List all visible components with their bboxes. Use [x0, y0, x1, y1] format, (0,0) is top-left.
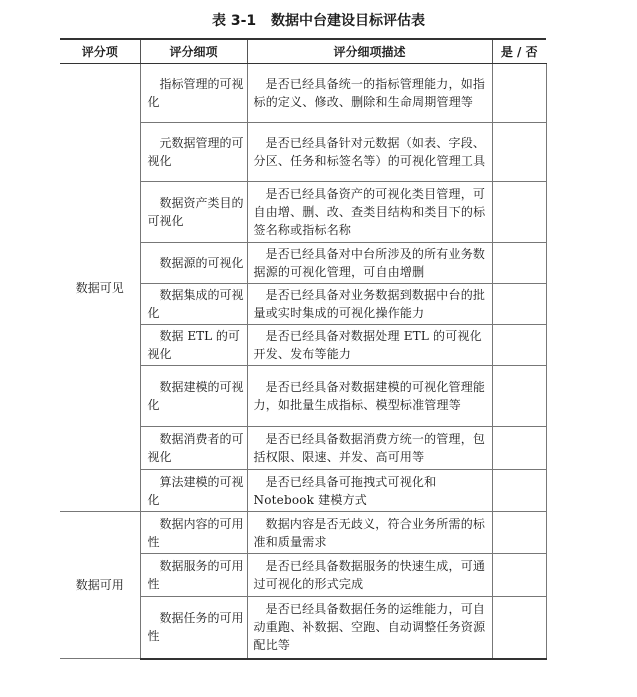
description-cell: 是否已经具备对业务数据到数据中台的批量或实时集成的可视化操作能力: [247, 284, 492, 325]
item-cell: 数据服务的可用性: [140, 554, 247, 597]
table-row: [60, 64, 546, 123]
description-cell: 是否已经具备对数据处理 ETL 的可视化开发、发布等能力: [247, 325, 492, 366]
description-cell: 是否已经具备针对元数据（如表、字段、分区、任务和标签名等）的可视化管理工具: [247, 123, 492, 182]
yes-no-cell: [492, 123, 546, 182]
table-title: 数据中台建设目标评估表: [271, 13, 426, 29]
yes-no-cell: [492, 366, 546, 427]
item-cell: 数据资产类目的可视化: [140, 182, 247, 243]
evaluation-table: [60, 38, 547, 660]
category-cell: 数据可用: [60, 512, 140, 659]
header-row: [60, 39, 546, 64]
yes-no-cell: [492, 597, 546, 659]
item-cell: 数据任务的可用性: [140, 597, 247, 659]
yes-no-cell: [492, 325, 546, 366]
yes-no-cell: [492, 512, 546, 554]
yes-no-cell: [492, 182, 546, 243]
table-caption: [0, 10, 637, 30]
description-cell: 是否已经具备可拖拽式可视化和 Notebook 建模方式: [247, 470, 492, 512]
description-cell: 是否已经具备数据任务的运维能力，可自动重跑、补数据、空跑、自动调整任务资源配比等: [247, 597, 492, 659]
description-cell: 是否已经具备对中台所涉及的所有业务数据源的可视化管理，可自由增删: [247, 243, 492, 284]
table-row: [60, 512, 546, 554]
header-category: 评分项: [60, 39, 140, 64]
description-cell: 数据内容是否无歧义，符合业务所需的标准和质量需求: [247, 512, 492, 554]
description-cell: 是否已经具备数据服务的快速生成，可通过可视化的形式完成: [247, 554, 492, 597]
yes-no-cell: [492, 470, 546, 512]
header-yes-no: 是 / 否: [492, 39, 546, 64]
item-cell: 数据源的可视化: [140, 243, 247, 284]
description-cell: 是否已经具备统一的指标管理能力，如指标的定义、修改、删除和生命周期管理等: [247, 64, 492, 123]
item-cell: 算法建模的可视化: [140, 470, 247, 512]
yes-no-cell: [492, 64, 546, 123]
description-cell: 是否已经具备数据消费方统一的管理，包括权限、限速、并发、高可用等: [247, 427, 492, 470]
item-cell: 数据集成的可视化: [140, 284, 247, 325]
header-item: 评分细项: [140, 39, 247, 64]
header-description: 评分细项描述: [247, 39, 492, 64]
description-cell: 是否已经具备对数据建模的可视化管理能力，如批量生成指标、模型标准管理等: [247, 366, 492, 427]
yes-no-cell: [492, 243, 546, 284]
description-cell: 是否已经具备资产的可视化类目管理，可自由增、删、改、查类目结构和类目下的标签名称或指标名称: [247, 182, 492, 243]
table-number: 表 3-1: [211, 13, 257, 29]
item-cell: 指标管理的可视化: [140, 64, 247, 123]
item-cell: 数据消费者的可视化: [140, 427, 247, 470]
item-cell: 元数据管理的可视化: [140, 123, 247, 182]
yes-no-cell: [492, 284, 546, 325]
yes-no-cell: [492, 427, 546, 470]
item-cell: 数据 ETL 的可视化: [140, 325, 247, 366]
item-cell: 数据建模的可视化: [140, 366, 247, 427]
yes-no-cell: [492, 554, 546, 597]
item-cell: 数据内容的可用性: [140, 512, 247, 554]
category-cell: 数据可见: [60, 64, 140, 512]
